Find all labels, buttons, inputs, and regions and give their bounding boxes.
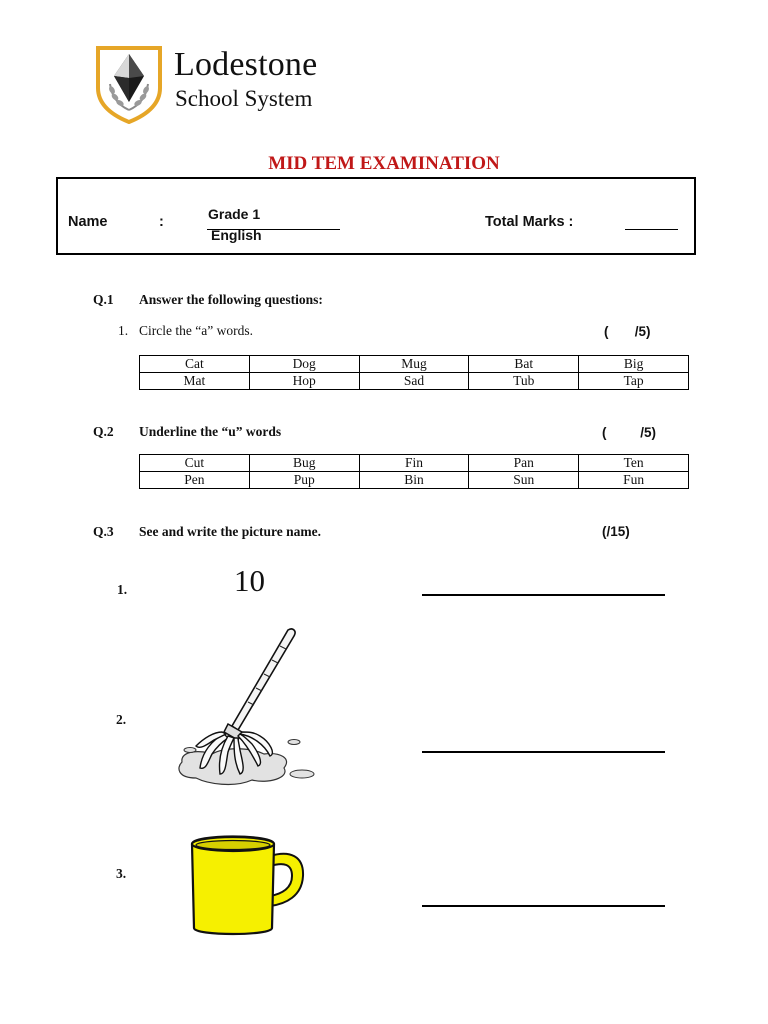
q3-item-3-number: 3. <box>116 866 127 881</box>
word-cell[interactable]: Fun <box>579 472 689 489</box>
q3-answer-line-2[interactable] <box>422 751 665 753</box>
school-crest-logo <box>94 44 164 124</box>
q3-answer-line-1[interactable] <box>422 594 665 596</box>
word-cell[interactable]: Bug <box>249 455 359 472</box>
word-cell[interactable]: Mug <box>359 356 469 373</box>
mop-icon <box>172 622 327 792</box>
q1-word-table <box>139 355 689 390</box>
q1-sub-text: Circle the “a” words. <box>139 323 253 338</box>
word-cell[interactable]: Cat <box>140 356 250 373</box>
table-row <box>140 356 689 373</box>
word-cell[interactable]: Bat <box>469 356 579 373</box>
word-cell[interactable]: Pup <box>249 472 359 489</box>
name-label: Name <box>68 214 108 230</box>
yellow-mug-icon <box>186 832 308 940</box>
q3-text: See and write the picture name. <box>139 524 321 539</box>
q1-text: Answer the following questions: <box>139 292 323 307</box>
word-cell[interactable]: Tap <box>579 373 689 390</box>
q1-number: Q.1 <box>93 292 114 307</box>
grade-text: Grade 1 <box>208 206 261 222</box>
table-row <box>140 455 689 472</box>
brand-name: Lodestone <box>174 46 318 83</box>
word-cell[interactable]: Fin <box>359 455 469 472</box>
exam-title: MID TEM EXAMINATION <box>268 153 500 174</box>
word-cell[interactable]: Pan <box>469 455 579 472</box>
word-cell[interactable]: Big <box>579 356 689 373</box>
table-row <box>140 472 689 489</box>
q2-marks: ( /5) <box>602 425 657 440</box>
subject-text: English <box>211 227 262 243</box>
q3-answer-line-3[interactable] <box>422 905 665 907</box>
q3-item-2-number: 2. <box>116 712 127 727</box>
name-colon: : <box>159 214 164 230</box>
word-cell[interactable]: Tub <box>469 373 579 390</box>
word-cell[interactable]: Cut <box>140 455 250 472</box>
student-info-box <box>56 177 696 255</box>
q1-sub-number: 1. <box>118 323 129 338</box>
word-cell[interactable]: Sad <box>359 373 469 390</box>
word-cell[interactable]: Hop <box>249 373 359 390</box>
word-cell[interactable]: Pen <box>140 472 250 489</box>
q3-item-1-number: 1. <box>117 582 128 597</box>
q3-number: Q.3 <box>93 524 114 539</box>
q2-number: Q.2 <box>93 424 114 439</box>
word-cell[interactable]: Bin <box>359 472 469 489</box>
word-cell[interactable]: Dog <box>249 356 359 373</box>
word-cell[interactable]: Sun <box>469 472 579 489</box>
q2-text: Underline the “u” words <box>139 424 282 439</box>
word-cell[interactable]: Mat <box>140 373 250 390</box>
q3-marks: (/15) <box>602 524 630 539</box>
q2-word-table <box>139 454 689 489</box>
number-ten-picture: 10 <box>234 563 265 598</box>
q1-marks: ( /5) <box>604 324 651 339</box>
table-row <box>140 373 689 390</box>
total-marks-blank[interactable] <box>625 229 678 230</box>
shield-icon <box>94 44 164 124</box>
brand-subtitle: School System <box>175 86 313 111</box>
word-cell[interactable]: Ten <box>579 455 689 472</box>
total-marks-label: Total Marks : <box>485 214 574 230</box>
